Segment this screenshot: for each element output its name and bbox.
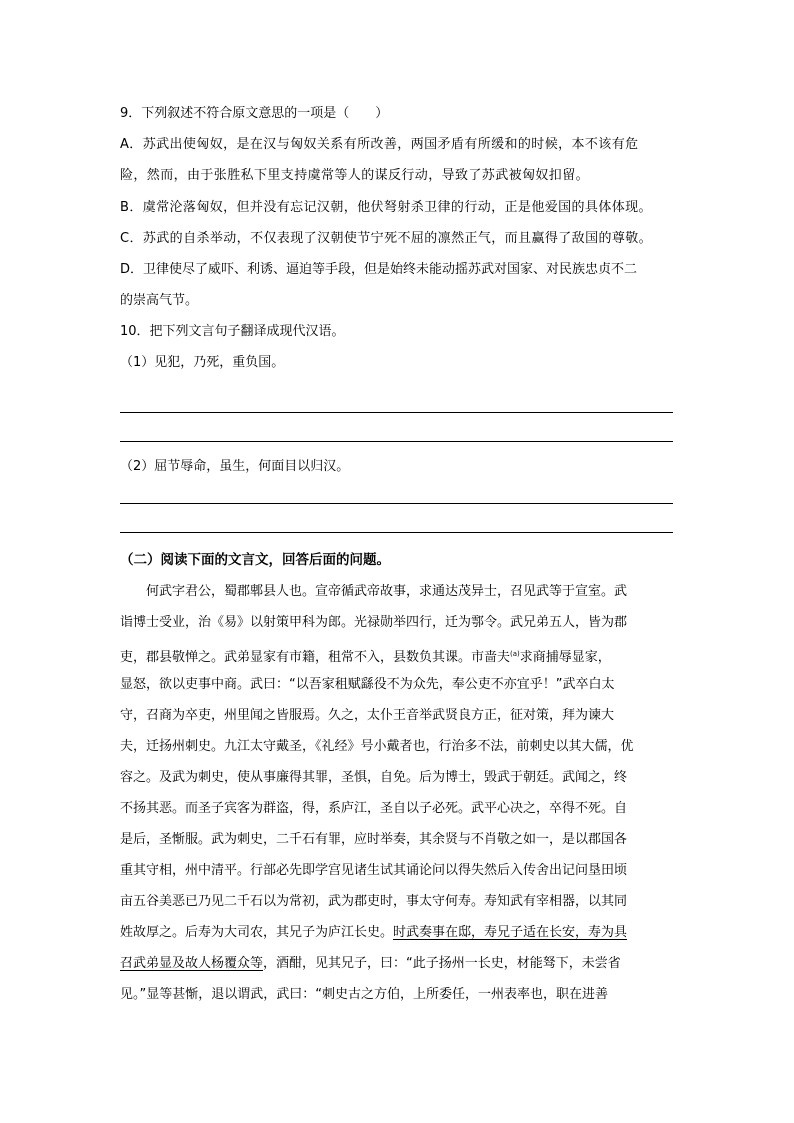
passage-line: 不扬其恶。而圣子宾客为群盗，得，系庐江，圣自以子必死。武平心决之，卒得不死。自 xyxy=(120,801,628,816)
passage-line: 是后，圣惭服。武为刺史，二千石有罪，应时举奏，其余贤与不肖敬之如一，是以郡国各 xyxy=(120,832,628,847)
q9-option-c: C．苏武的自杀举动，不仅表现了汉朝使节宁死不屈的凛然正气，而且赢得了敌国的尊敬。 xyxy=(120,231,653,246)
passage-text: 姓故厚之。后寿为大司农，其兄子为庐江长史。 xyxy=(120,925,394,940)
underlined-sentence: 时武奏事在邸，寿兄子适在长安，寿为具 xyxy=(393,925,628,940)
passage-line: 诣博士受业，治《易》以射策甲科为郎。光禄勋举四行，迁为鄠令。武兄弟五人，皆为郡 xyxy=(120,615,628,630)
passage-line: 夫，迁扬州刺史。九江太守戴圣，《礼经》号小戴者也，行治多不法，前刺史以其大儒，优 xyxy=(120,739,634,754)
passage-line xyxy=(120,954,621,974)
passage-line: 显怒，欲以吏事中商。武曰：“以吾家租赋繇役不为众先，奉公吏不亦宜乎！”武卒白太 xyxy=(120,677,615,692)
q9-stem: 9．下列叙述不符合原文意思的一项是（ ） xyxy=(120,106,389,121)
answer-line-1 xyxy=(120,412,673,413)
passage-line xyxy=(120,644,611,668)
answer-line-2 xyxy=(120,441,673,442)
underlined-sentence-cont: 召武弟显及故人杨覆众等 xyxy=(120,956,264,971)
q9-option-b: B．虞常沦落匈奴，但并没有忘记汉朝，他伏弩射杀卫律的行动，正是他爱国的具体体现。 xyxy=(120,200,652,215)
section-2-heading: （二）阅读下面的文言文，回答后面的问题。 xyxy=(120,552,390,568)
passage-line xyxy=(120,923,627,943)
q10-item-2: （2）屈节辱命，虽生，何面目以归汉。 xyxy=(120,459,350,474)
passage-text: 吏，郡县敬惮之。武弟显家有市籍，租常不入，县数负其课。市啬夫 xyxy=(120,650,511,665)
passage-line: 容之。及武为刺史，使从事廉得其罪，圣惧，自免。后为博士，毁武于朝廷。武闻之，终 xyxy=(120,770,628,785)
answer-line-4 xyxy=(120,532,673,533)
footnote-marker: (a) xyxy=(510,650,520,658)
passage-line: 重其守相，州中清平。行部必先即学宫见诸生试其诵论问以得失然后入传舍出记问垦田顷 xyxy=(120,863,628,878)
passage-text: 求商捕辱显家， xyxy=(519,650,611,665)
passage-line: 守，召商为卒吏，州里闻之皆服焉。久之，太仆王音举武贤良方正，征对策，拜为谏大 xyxy=(120,708,615,723)
passage-line: 见。”显等甚惭，退以谓武，武曰：“刺史古之方伯，上所委任，一州表率也，职在进善 xyxy=(120,987,608,1002)
q10-stem: 10．把下列文言句子翻译成现代汉语。 xyxy=(120,324,345,339)
q10-item-1: （1）见犯，乃死，重负国。 xyxy=(120,355,285,370)
passage-text: ，酒酣，见其兄子，曰：“此子扬州一长史，材能驽下，未尝省 xyxy=(263,956,621,971)
answer-line-3 xyxy=(120,503,673,504)
passage-line: 亩五谷美恶已乃见二千石以为常初，武为郡吏时，事太守何寿。寿知武有宰相器，以其同 xyxy=(120,894,628,909)
passage-line: 何武字君公，蜀郡郫县人也。宣帝循武帝故事，求通达茂异士，召见武等于宣室。武 xyxy=(120,584,628,599)
q9-option-a-line1: A．苏武出使匈奴，是在汉与匈奴关系有所改善，两国矛盾有所缓和的时候，本不该有危 xyxy=(120,137,639,152)
q9-option-a-line2: 险，然而，由于张胜私下里支持虞常等人的谋反行动，导致了苏武被匈奴扣留。 xyxy=(120,168,590,183)
q9-option-d-line1: D．卫律使尽了威吓、利诱、逼迫等手段，但是始终未能动摇苏武对国家、对民族忠贞不二 xyxy=(120,262,638,277)
q9-option-d-line2: 的崇高气节。 xyxy=(120,293,199,308)
